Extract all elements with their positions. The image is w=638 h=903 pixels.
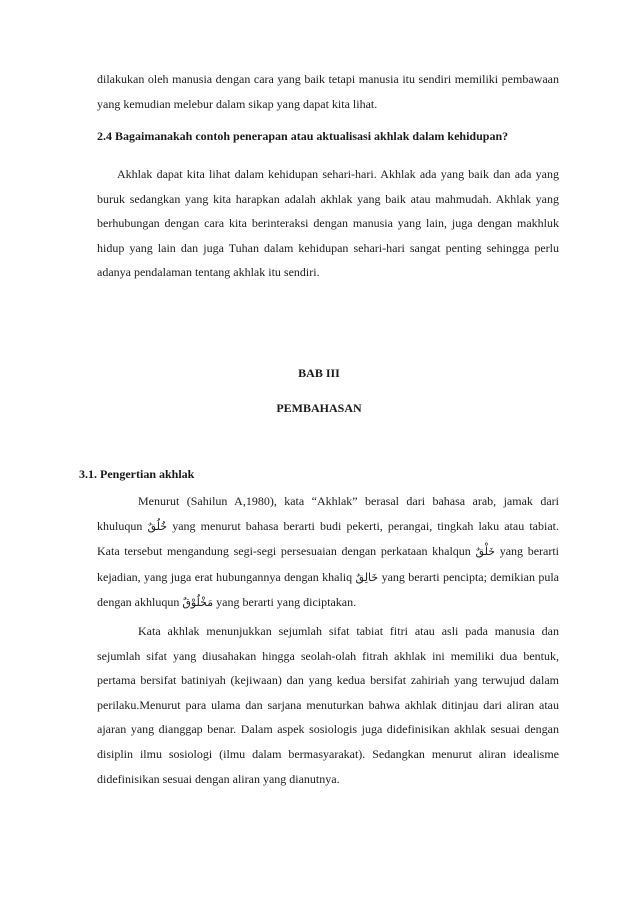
p1-text-2: yang menurut bahasa berarti budi pekerti, perangai, tingkah laku atau tabiat. Kata tersebut mengandung segi-segi persesuaian dengan perkataan khalqun [97, 518, 559, 559]
chapter-title: PEMBAHASAN [276, 401, 362, 415]
section-2-4-paragraph: Akhlak dapat kita lihat dalam kehidupan sehari-hari. Akhlak ada yang baik dan ada yang buruk sedangkan yang kita harapkan adalah akhlak yang baik atau mahmudah. Akhlak yang berhubungan dengan cara kita berinteraksi dengan manusia yang lain, juga dengan makhluk hidup yang lain dan juga Tuhan dalam kehidupan sehari-hari sangat penting sehingga perlu adanya pendalaman tentang akhlak itu sendiri. [97, 167, 559, 280]
section-3-1-paragraph-2: Kata akhlak menunjukkan sejumlah sifat tabiat fitri atau asli pada manusia dan sejumlah sifat yang diusahakan hingga seolah-olah fitrah akhlak ini memiliki dua bentuk, pertama bersifat batiniyah (kejiwaan) dan yang kedua bersifat zahiriah yang terwujud dalam perilaku.Menurut para ulama dan sarjana menuturkan bahwa akhlak ditinjau dari aliran atau ajaran yang dianggap benar. Dalam aspek sosiologis juga didefinisikan akhlak sesuai dengan disiplin ilmu sosiologi (ilmu dalam bermasyarakat). Sedangkan menurut aliran idealisme didefinisikan sesuai dengan aliran yang dianutnya. [97, 624, 559, 786]
arabic-makhluqun: مَخْلُوْقٌ [182, 596, 214, 610]
section-2-4-heading: 2.4 Bagaimanakah contoh penerapan atau aktualisasi akhlak dalam kehidupan? [97, 129, 509, 143]
arabic-khalqun: خَلْقٌ [475, 545, 496, 559]
section-3-1-paragraph-1 [97, 489, 559, 616]
p1-text-5: yang berarti yang diciptakan. [213, 595, 357, 610]
p1-text-1: Menurut (Sahilun A,1980), kata “Akhlak” berasal dari bahasa arab, jamak dari khuluqun [97, 494, 559, 533]
top-paragraph: dilakukan oleh manusia dengan cara yang baik tetapi manusia itu sendiri memiliki pembawaan yang kemudian melebur dalam sikap yang dapat kita lihat. [97, 72, 559, 111]
section-3-1-heading: 3.1. Pengertian akhlak [79, 467, 195, 481]
p1-text-4: yang berarti pencipta; demikian pula dengan akhluqun [97, 569, 559, 610]
chapter-number: BAB III [298, 366, 340, 380]
arabic-khuluqun: خُلُقٌ [147, 519, 168, 533]
p1-text-3: yang berarti kejadian, yang juga erat hubungannya dengan khaliq [97, 544, 560, 584]
arabic-khaliq: خَالِقٌ [355, 570, 379, 584]
